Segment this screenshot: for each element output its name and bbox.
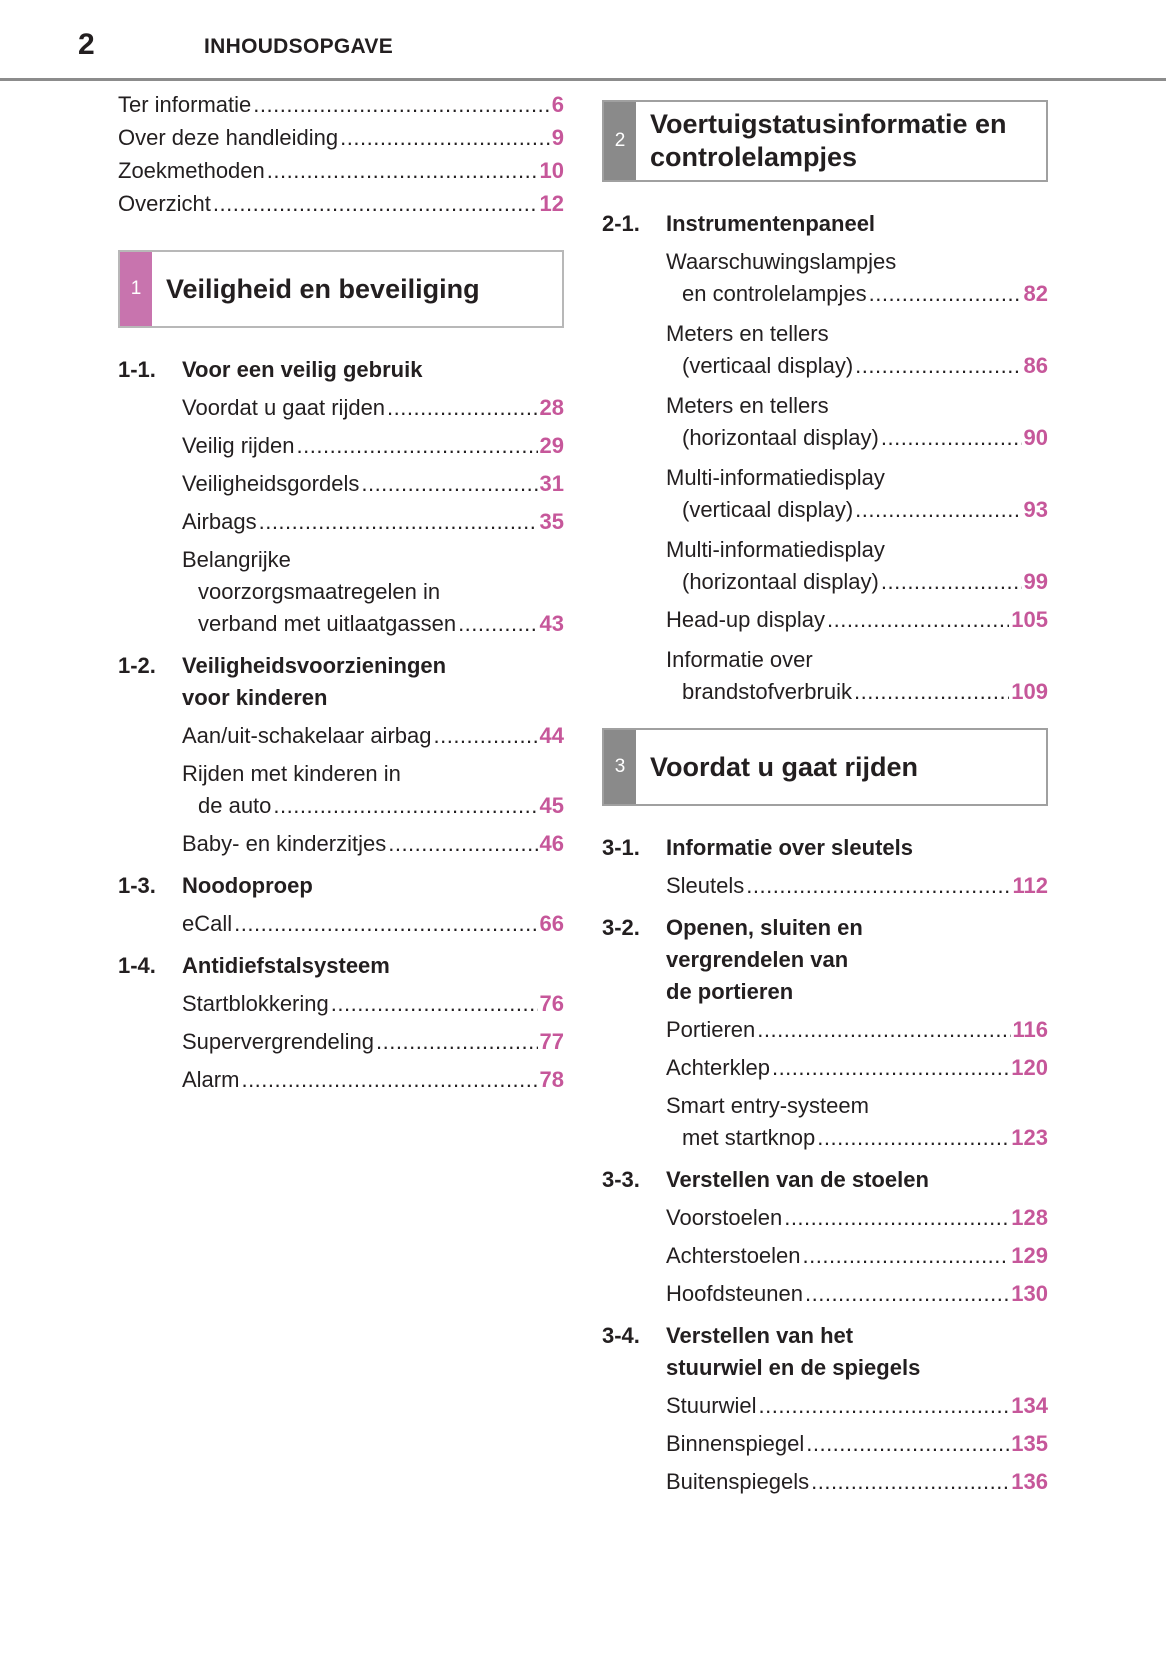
leader-dots	[855, 494, 1021, 526]
right-column	[602, 100, 1048, 1498]
entry-page[interactable]: 31	[539, 471, 564, 496]
entry-page[interactable]: 129	[1011, 1243, 1048, 1268]
entry-label-cont: (horizontaal display)	[682, 425, 879, 450]
leader-dots	[869, 278, 1022, 310]
section-title: Informatie over sleutels	[666, 835, 913, 860]
entry-label: Aan/uit-schakelaar airbag	[182, 723, 432, 748]
toc-entry[interactable]	[182, 430, 564, 462]
section-heading[interactable]	[118, 650, 564, 714]
toc-entry[interactable]	[182, 468, 564, 500]
section-heading[interactable]	[118, 870, 564, 902]
entry-page[interactable]: 93	[1023, 497, 1048, 522]
leader-dots	[806, 1428, 1009, 1460]
entry-label: Binnenspiegel	[666, 1431, 805, 1456]
toc-entry-ter-informatie[interactable]	[118, 92, 564, 125]
entry-label: Sleutels	[666, 873, 745, 898]
entry-label: Ter informatie	[118, 92, 252, 117]
toc-entry[interactable]	[182, 758, 564, 822]
toc-entry[interactable]	[666, 1052, 1048, 1084]
entry-label: eCall	[182, 911, 233, 936]
entry-page[interactable]: 76	[539, 991, 564, 1016]
leader-dots	[387, 392, 537, 424]
section-1-3	[118, 870, 564, 940]
entry-page[interactable]: 128	[1011, 1205, 1048, 1230]
toc-entry[interactable]	[666, 870, 1048, 902]
entry-page[interactable]: 35	[539, 509, 564, 534]
section-heading[interactable]	[602, 832, 1048, 864]
left-column	[118, 92, 564, 1096]
section-title: Verstellen van de stoelen	[666, 1167, 929, 1192]
leader-dots	[241, 1064, 537, 1096]
entry-label: Stuurwiel	[666, 1393, 757, 1418]
toc-entry[interactable]	[182, 506, 564, 538]
leader-dots	[784, 1202, 1009, 1234]
entry-label: Rijden met kinderen in	[182, 761, 401, 786]
leader-dots	[433, 720, 537, 752]
leader-dots	[458, 608, 537, 640]
entry-label: Informatie over	[666, 647, 813, 672]
section-heading[interactable]	[602, 912, 1048, 1008]
section-number: 3-3.	[602, 1167, 640, 1192]
chapter-number: 3	[604, 730, 636, 804]
leader-dots	[827, 604, 1009, 636]
header-rule	[0, 78, 1166, 81]
toc-entry[interactable]	[182, 720, 564, 752]
toc-entry[interactable]	[666, 1202, 1048, 1234]
leader-dots	[273, 790, 537, 822]
section-title: Veiligheidsvoorzieningen voor kinderen	[182, 653, 447, 710]
entry-label: Meters en tellers	[666, 321, 829, 346]
chapter-3-header[interactable]	[602, 728, 1048, 806]
entry-label-cont: de auto	[198, 793, 272, 818]
entry-label: Achterstoelen	[666, 1243, 801, 1268]
entry-page[interactable]: 136	[1011, 1469, 1048, 1494]
entry-page[interactable]: 9	[551, 125, 564, 150]
section-1-2	[118, 650, 564, 860]
entry-label: Hoofdsteunen	[666, 1281, 803, 1306]
leader-dots	[757, 1014, 1010, 1046]
section-title: Verstellen van het stuurwiel en de spiegels	[666, 1323, 921, 1380]
leader-dots	[881, 422, 1022, 454]
section-number: 1-3.	[118, 873, 156, 898]
leader-dots	[267, 158, 538, 184]
toc-entry[interactable]	[182, 392, 564, 424]
leader-dots	[388, 828, 537, 860]
entry-page[interactable]: 10	[539, 158, 564, 183]
toc-entry-overzicht[interactable]	[118, 191, 564, 224]
entry-label: Alarm	[182, 1067, 240, 1092]
toc-entry[interactable]	[666, 1390, 1048, 1422]
entry-label: Multi-informatiedisplay	[666, 537, 885, 562]
toc-entry-over-deze-handleiding[interactable]	[118, 125, 564, 158]
chapter-2-header[interactable]	[602, 100, 1048, 182]
entry-label-cont: brandstofverbruik	[682, 679, 852, 704]
toc-entry[interactable]	[182, 544, 564, 640]
entry-page[interactable]: 46	[539, 831, 564, 856]
leader-dots	[854, 676, 1009, 708]
section-title: Noodoproep	[182, 873, 313, 898]
entry-page[interactable]: 28	[539, 395, 564, 420]
entry-page[interactable]: 6	[551, 92, 564, 117]
chapter-1-header[interactable]	[118, 250, 564, 328]
section-3-4	[602, 1320, 1048, 1498]
leader-dots	[234, 908, 537, 940]
section-heading[interactable]	[602, 1164, 1048, 1196]
entry-label: Veiligheidsgordels	[182, 471, 360, 496]
leader-dots	[331, 988, 538, 1020]
entry-label-cont: (horizontaal display)	[682, 569, 879, 594]
leader-dots	[811, 1466, 1009, 1498]
chapter-title: Voordat u gaat rijden	[650, 751, 919, 782]
toc-entry[interactable]	[666, 534, 1048, 598]
toc-entry-zoekmethoden[interactable]	[118, 158, 564, 191]
entry-page[interactable]: 105	[1011, 607, 1048, 632]
entry-page[interactable]: 86	[1023, 353, 1048, 378]
entry-page[interactable]: 66	[539, 911, 564, 936]
toc-entry[interactable]	[182, 828, 564, 860]
entry-page[interactable]: 134	[1011, 1393, 1048, 1418]
chapter-title: Voertuigstatusinformatie en controlelampjes	[650, 109, 1007, 172]
toc-entry[interactable]	[182, 1026, 564, 1058]
leader-dots	[259, 506, 538, 538]
leader-dots	[817, 1122, 1009, 1154]
section-title: Instrumentenpaneel	[666, 211, 876, 236]
toc-entry[interactable]	[666, 1466, 1048, 1498]
entry-label: Belangrijke	[182, 547, 291, 572]
toc-entry[interactable]	[666, 246, 1048, 310]
entry-label: Multi-informatiedisplay	[666, 465, 885, 490]
entry-label: Voordat u gaat rijden	[182, 395, 386, 420]
toc-entry[interactable]	[182, 988, 564, 1020]
section-heading[interactable]	[118, 354, 564, 386]
leader-dots	[803, 1240, 1010, 1272]
toc-entry[interactable]	[666, 604, 1048, 636]
section-3-2	[602, 912, 1048, 1154]
entry-label: Baby- en kinderzitjes	[182, 831, 387, 856]
entry-label: Veilig rijden	[182, 433, 295, 458]
section-number: 3-2.	[602, 915, 640, 940]
entry-page[interactable]: 123	[1011, 1125, 1048, 1150]
entry-page[interactable]: 12	[539, 191, 564, 216]
entry-label-cont: (verticaal display)	[682, 353, 854, 378]
section-2-1	[602, 208, 1048, 708]
entry-label: Voorstoelen	[666, 1205, 783, 1230]
toc-entry[interactable]	[666, 1090, 1048, 1154]
section-number: 1-2.	[118, 653, 156, 678]
entry-label-cont: met startknop	[682, 1125, 816, 1150]
entry-label: Airbags	[182, 509, 257, 534]
leader-dots	[772, 1052, 1009, 1084]
entry-page[interactable]: 116	[1012, 1017, 1048, 1042]
entry-label: Portieren	[666, 1017, 756, 1042]
leader-dots	[361, 468, 537, 500]
entry-page[interactable]: 43	[539, 611, 564, 636]
entry-label: Over deze handleiding	[118, 125, 339, 150]
entry-page[interactable]: 44	[539, 723, 564, 748]
entry-page[interactable]: 112	[1012, 873, 1048, 898]
toc-entry[interactable]	[666, 1240, 1048, 1272]
section-title: Openen, sluiten en vergrendelen van de portieren	[666, 915, 863, 1004]
front-matter-list	[118, 92, 564, 224]
section-title: Voor een veilig gebruik	[182, 357, 423, 382]
section-1-1	[118, 354, 564, 640]
entry-page[interactable]: 130	[1011, 1281, 1048, 1306]
entry-label: Startblokkering	[182, 991, 329, 1016]
entry-page[interactable]: 135	[1011, 1431, 1048, 1456]
entry-label: Achterklep	[666, 1055, 770, 1080]
section-heading[interactable]	[602, 208, 1048, 240]
entry-page[interactable]: 90	[1023, 425, 1048, 450]
toc-entry[interactable]	[666, 462, 1048, 526]
toc-entry[interactable]	[666, 1428, 1048, 1460]
toc-entry[interactable]	[666, 318, 1048, 382]
chapter-title: Veiligheid en beveiliging	[166, 273, 480, 304]
leader-dots	[881, 566, 1022, 598]
toc-entry[interactable]	[666, 390, 1048, 454]
section-heading[interactable]	[602, 1320, 1048, 1384]
leader-dots	[855, 350, 1021, 382]
leader-dots	[758, 1390, 1009, 1422]
leader-dots	[746, 870, 1010, 902]
entry-page[interactable]: 99	[1023, 569, 1048, 594]
entry-label-cont: verband met uitlaatgassen	[198, 611, 457, 636]
entry-page[interactable]: 120	[1011, 1055, 1048, 1080]
entry-page[interactable]: 29	[539, 433, 564, 458]
section-title: Antidiefstalsysteem	[182, 953, 390, 978]
page-number: 2	[78, 28, 95, 61]
entry-page[interactable]: 77	[539, 1029, 564, 1054]
section-number: 1-1.	[118, 357, 156, 382]
leader-dots	[340, 125, 550, 151]
entry-page[interactable]: 45	[539, 793, 564, 818]
leader-dots	[297, 430, 538, 462]
leader-dots	[253, 92, 549, 118]
toc-entry[interactable]	[666, 1278, 1048, 1310]
entry-label: Buitenspiegels	[666, 1469, 810, 1494]
leader-dots	[376, 1026, 537, 1058]
entry-label: Head-up display	[666, 607, 825, 632]
section-3-1	[602, 832, 1048, 902]
toc-entry[interactable]	[666, 644, 1048, 708]
entry-label-cont: en controlelampjes	[682, 281, 867, 306]
chapter-number: 2	[604, 102, 636, 180]
section-number: 1-4.	[118, 953, 156, 978]
section-3-3	[602, 1164, 1048, 1310]
entry-label: Zoekmethoden	[118, 158, 265, 183]
leader-dots	[805, 1278, 1009, 1310]
leader-dots	[213, 191, 538, 217]
section-heading[interactable]	[118, 950, 564, 982]
entry-label: Waarschuwingslampjes	[666, 249, 897, 274]
section-number: 3-4.	[602, 1323, 640, 1348]
chapter-number: 1	[120, 252, 152, 326]
entry-page[interactable]: 78	[539, 1067, 564, 1092]
entry-page[interactable]: 109	[1011, 679, 1048, 704]
entry-label: Overzicht	[118, 191, 211, 216]
entry-label-cont: voorzorgsmaatregelen in	[198, 579, 441, 604]
entry-label: Smart entry-systeem	[666, 1093, 869, 1118]
entry-label: Meters en tellers	[666, 393, 829, 418]
section-number: 3-1.	[602, 835, 640, 860]
header-title: INHOUDSOPGAVE	[204, 35, 394, 58]
toc-entry[interactable]	[666, 1014, 1048, 1046]
toc-entry[interactable]	[182, 1064, 564, 1096]
entry-label: Supervergrendeling	[182, 1029, 375, 1054]
entry-label-cont: (verticaal display)	[682, 497, 854, 522]
entry-page[interactable]: 82	[1023, 281, 1048, 306]
section-number: 2-1.	[602, 211, 640, 236]
toc-entry[interactable]	[182, 908, 564, 940]
section-1-4	[118, 950, 564, 1096]
